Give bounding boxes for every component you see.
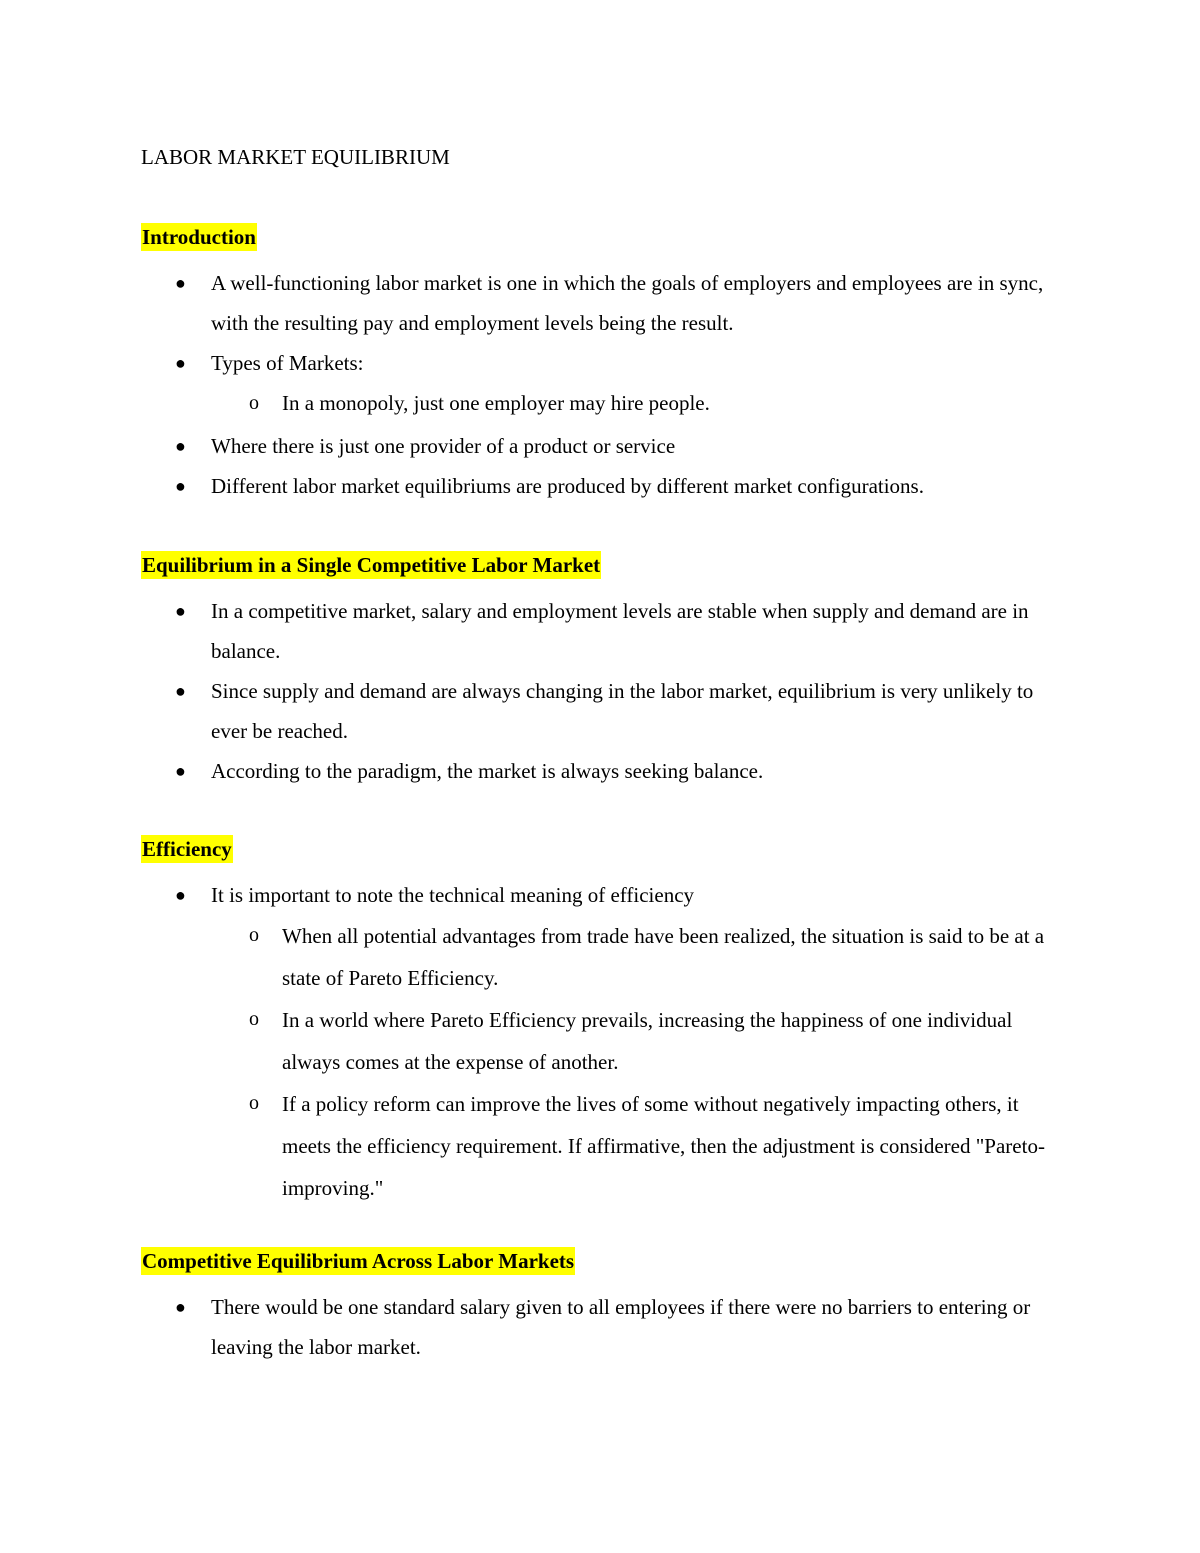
- bullet-icon: ●: [175, 436, 186, 456]
- list-item-text: A well-functioning labor market is one in which the goals of employers and employees are in sync, with the resulting pay and employment levels being the result.: [211, 271, 1044, 335]
- list-item: [141, 426, 1051, 466]
- section-introduction: [141, 223, 1051, 506]
- bullet-icon: ●: [175, 885, 186, 905]
- list-item-text: Where there is just one provider of a product or service: [211, 434, 676, 458]
- sub-list-item: [141, 999, 1066, 1083]
- bullet-icon: ●: [175, 681, 186, 701]
- list-item-text: In a world where Pareto Efficiency prevails, increasing the happiness of one individual always comes at the expense of another.: [282, 1008, 1013, 1074]
- section-heading: Equilibrium in a Single Competitive Labor Market: [142, 553, 601, 577]
- bullet-icon: ●: [175, 476, 186, 496]
- bullet-icon: ●: [175, 761, 186, 781]
- bullet-list: [141, 263, 1051, 506]
- sub-list-item: [141, 915, 1066, 999]
- section-single-market: [141, 551, 1051, 791]
- section-heading: Introduction: [142, 225, 256, 249]
- section-heading: Efficiency: [142, 837, 232, 861]
- list-item-text: There would be one standard salary given to all employees if there were no barriers to entering or leaving the labor market.: [211, 1295, 1031, 1359]
- list-item-text: According to the paradigm, the market is always seeking balance.: [211, 759, 764, 783]
- section-efficiency: [141, 835, 1066, 1209]
- bullet-list: [141, 591, 1051, 791]
- list-item-text: Types of Markets:: [211, 351, 364, 375]
- list-item-text: It is important to note the technical meaning of efficiency: [211, 883, 695, 907]
- bullet-icon: ●: [175, 353, 186, 373]
- list-item: [141, 751, 1051, 791]
- list-item: [141, 263, 1051, 343]
- list-item: [141, 1287, 1051, 1367]
- section-across-markets: [141, 1247, 1051, 1367]
- list-item-text: If a policy reform can improve the lives of some without negatively impacting others, it meets the efficiency requirement. If affirmative, then the adjustment is considered "Pareto-improving.": [282, 1092, 1045, 1200]
- list-item: [141, 466, 1051, 506]
- sub-list-item: [141, 1083, 1066, 1209]
- bullet-icon: ●: [175, 1297, 186, 1317]
- sub-bullet-icon: o: [249, 392, 259, 414]
- sub-bullet-icon: o: [249, 924, 259, 946]
- list-item: [141, 591, 1051, 671]
- list-item-text: Different labor market equilibriums are produced by different market configurations.: [211, 474, 924, 498]
- bullet-list: [141, 875, 1066, 1209]
- section-heading: Competitive Equilibrium Across Labor Markets: [142, 1249, 575, 1273]
- bullet-list: [141, 1287, 1051, 1367]
- list-item-text: Since supply and demand are always changing in the labor market, equilibrium is very unlikely to ever be reached.: [211, 679, 1034, 743]
- sub-bullet-icon: o: [249, 1092, 259, 1114]
- bullet-icon: ●: [175, 601, 186, 621]
- list-item-text: When all potential advantages from trade have been realized, the situation is said to be at a state of Pareto Efficiency.: [282, 924, 1045, 990]
- document-title: LABOR MARKET EQUILIBRIUM: [141, 145, 450, 169]
- list-item-text: In a monopoly, just one employer may hire people.: [282, 391, 710, 415]
- bullet-icon: ●: [175, 273, 186, 293]
- sub-bullet-icon: o: [249, 1008, 259, 1030]
- list-item: [141, 343, 1051, 383]
- list-item: [141, 671, 1051, 751]
- list-item: [141, 875, 1066, 915]
- list-item-text: In a competitive market, salary and employment levels are stable when supply and demand are in balance.: [211, 599, 1029, 663]
- sub-list-item: [141, 383, 1051, 423]
